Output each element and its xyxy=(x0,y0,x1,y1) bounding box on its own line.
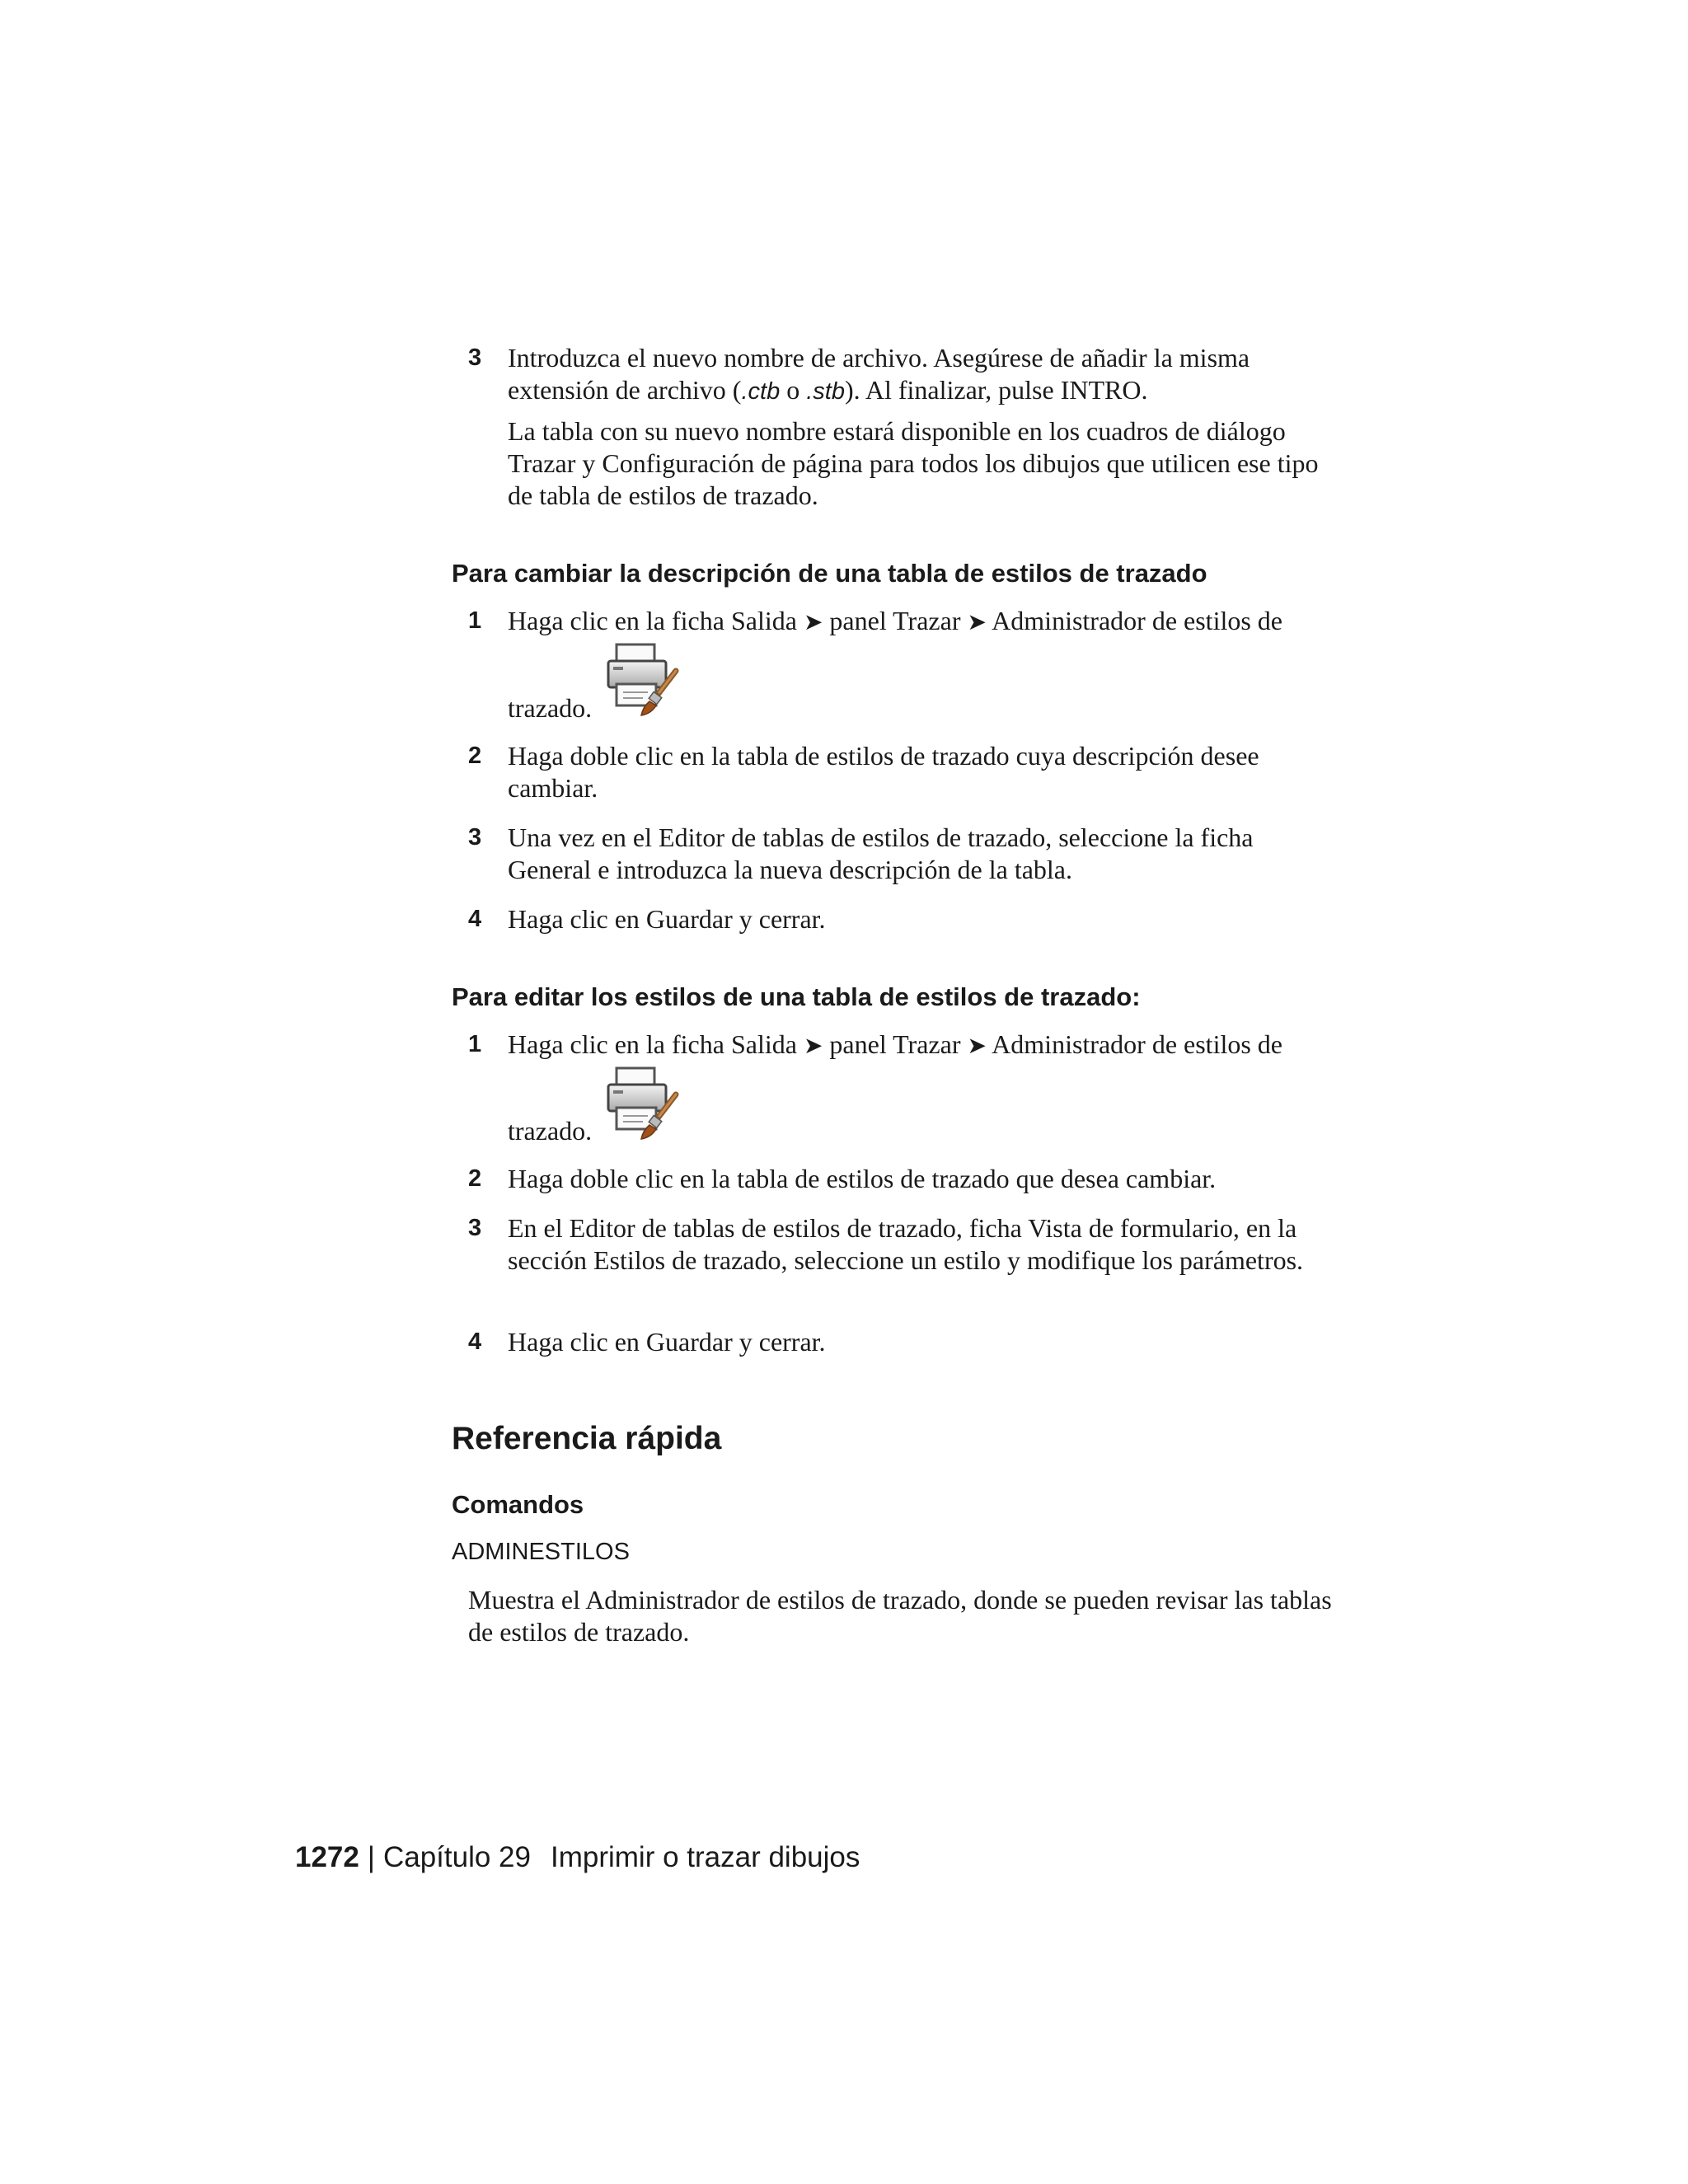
menu-arrow-icon: ➤ xyxy=(803,608,823,635)
chapter-title: Imprimir o trazar dibujos xyxy=(551,1841,860,1873)
step-text: Haga doble clic en la tabla de estilos de trazado que desea cambiar. xyxy=(508,1164,1217,1193)
s1-step-1-last: trazado. xyxy=(508,693,593,723)
step-number: 2 xyxy=(468,1165,482,1192)
step-number: 4 xyxy=(468,1329,482,1355)
page-footer xyxy=(295,1840,860,1876)
step-number: 1 xyxy=(468,1031,482,1057)
step-text: Haga clic en la ficha Salida ➤ panel Trazar ➤ Administrador de estilos de xyxy=(508,1029,1282,1059)
menu-arrow-icon: ➤ xyxy=(967,1032,987,1059)
step-note: La tabla con su nuevo nombre estará disponible en los cuadros de diálogo Trazar y Configuración de página para todos los dibujos que utilicen ese tipo de tabla de estilos de trazado. xyxy=(508,416,1319,510)
plot-style-manager-icon xyxy=(605,641,682,719)
ext-ctb: .ctb xyxy=(741,378,781,405)
step-text: En el Editor de tablas de estilos de trazado, ficha Vista de formulario, en la sección Estilos de trazado, seleccione un estilo y modifique los parámetros. xyxy=(508,1213,1304,1275)
command-description: Muestra el Administrador de estilos de trazado, donde se pueden revisar las tablas de estilos de trazado. xyxy=(468,1585,1332,1647)
page-number: 1272 xyxy=(295,1841,359,1873)
footer-separator: | xyxy=(367,1841,375,1873)
section-heading-change-description: Para cambiar la descripción de una tabla de estilos de trazado xyxy=(452,559,1207,588)
step-number: 2 xyxy=(468,743,482,769)
step-text: Haga clic en Guardar y cerrar. xyxy=(508,1327,826,1357)
step-text: Haga clic en la ficha Salida ➤ panel Trazar ➤ Administrador de estilos de xyxy=(508,606,1282,635)
command-name: ADMINESTILOS xyxy=(452,1539,630,1565)
step-text: Una vez en el Editor de tablas de estilos de trazado, seleccione la ficha General e introduzca la nueva descripción de la tabla. xyxy=(508,823,1254,884)
step-text: Haga doble clic en la tabla de estilos de trazado cuya descripción desee cambiar. xyxy=(508,741,1259,803)
quick-reference-heading: Referencia rápida xyxy=(452,1421,722,1456)
chapter-label: Capítulo 29 xyxy=(382,1841,531,1873)
plot-style-manager-icon xyxy=(605,1065,682,1142)
commands-subheading: Comandos xyxy=(452,1490,584,1519)
step-number: 4 xyxy=(468,906,482,932)
step-number: 1 xyxy=(468,607,482,634)
step-text: Haga clic en Guardar y cerrar. xyxy=(508,904,826,934)
section-heading-edit-styles: Para editar los estilos de una tabla de estilos de trazado: xyxy=(452,982,1141,1011)
menu-arrow-icon: ➤ xyxy=(967,608,987,635)
s2-step-1-last: trazado. xyxy=(508,1116,593,1146)
menu-arrow-icon: ➤ xyxy=(803,1032,823,1059)
ext-stb: .stb xyxy=(806,378,845,405)
step-number: 3 xyxy=(468,344,482,371)
step-number: 3 xyxy=(468,1215,482,1241)
step-number: 3 xyxy=(468,824,482,851)
step-text: Introduzca el nuevo nombre de archivo. Asegúrese de añadir la misma extensión de archivo (.ctb o .stb). Al finalizar, pulse INTRO. xyxy=(508,343,1250,405)
